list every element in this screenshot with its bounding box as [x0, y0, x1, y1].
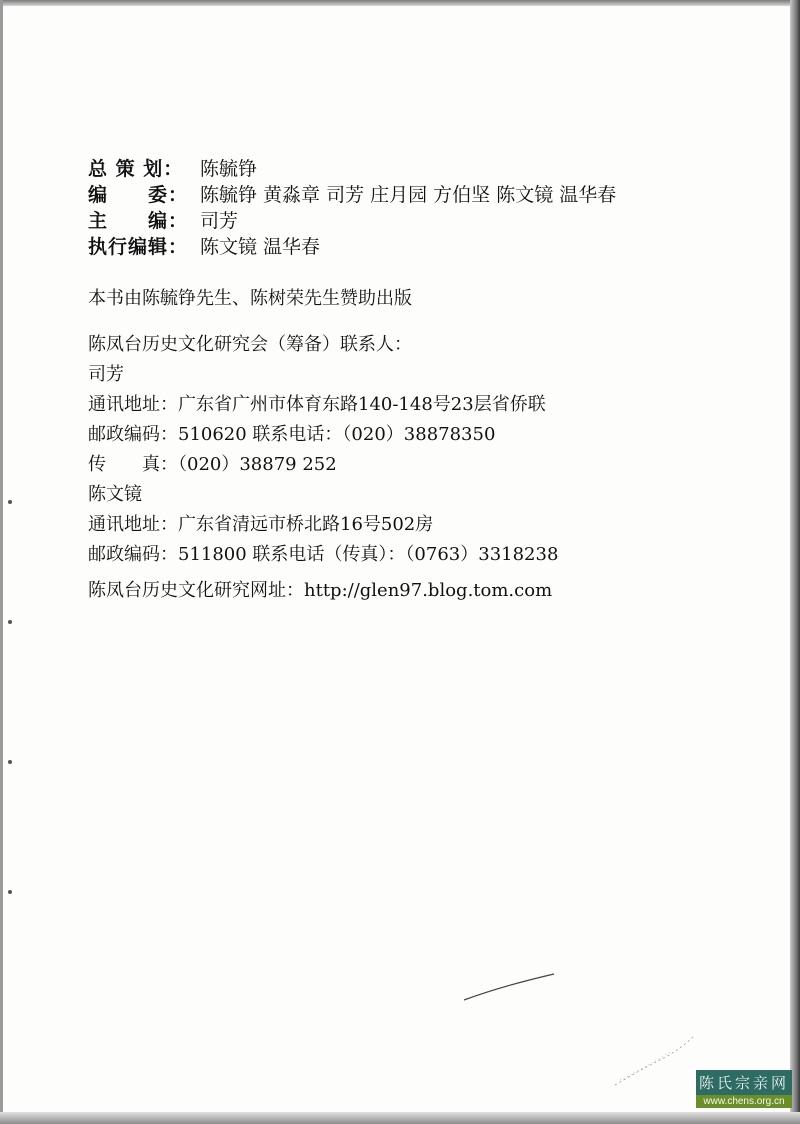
scan-edge-left [0, 0, 3, 1124]
contact-name: 陈文镜 [88, 484, 142, 505]
credit-label: 主 编： [88, 210, 189, 232]
website-line: 陈凤台历史文化研究网址：http://glen97.blog.tom.com [88, 580, 553, 601]
contact-name: 司芳 [88, 364, 124, 385]
credit-value: 司芳 [200, 210, 239, 232]
credit-row-planner [88, 156, 616, 182]
credit-value: 陈毓铮 [200, 158, 258, 180]
credit-row-executive-editor [88, 234, 616, 260]
sponsor-note: 本书由陈毓铮先生、陈树荣先生赞助出版 [88, 288, 412, 309]
scan-edge-top [0, 0, 800, 6]
credit-value: 陈毓铮 黄淼章 司芳 庄月园 方伯坚 陈文镜 温华春 [200, 184, 617, 206]
credit-row-chief-editor [88, 208, 616, 234]
contact-postal-phone: 邮政编码：511800 联系电话（传真）：（0763）3318238 [88, 544, 559, 565]
faint-scribble-mark [610, 1030, 700, 1090]
scan-edge-bottom [0, 1112, 800, 1124]
credit-label: 执行编辑： [88, 236, 189, 258]
credit-label: 编 委： [88, 184, 189, 206]
watermark-url: www.chens.org.cn [696, 1095, 792, 1108]
contact-block [88, 330, 558, 570]
contact-address: 通讯地址：广东省清远市桥北路16号502房 [88, 514, 434, 535]
pen-stroke-mark [462, 968, 562, 1008]
credit-value: 陈文镜 温华春 [200, 236, 321, 258]
credit-label: 总 策 划： [88, 158, 184, 180]
scan-edge-right [790, 0, 800, 1124]
contact-postal-phone: 邮政编码：510620 联系电话：（020）38878350 [88, 424, 496, 445]
contact-address: 通讯地址：广东省广州市体育东路140-148号23层省侨联 [88, 394, 546, 415]
credit-row-editorial-board [88, 182, 616, 208]
binding-holes [8, 500, 14, 900]
site-watermark [696, 1070, 792, 1108]
watermark-title: 陈氏宗亲网 [696, 1070, 792, 1095]
contact-heading: 陈凤台历史文化研究会（筹备）联系人： [88, 334, 412, 355]
contact-fax: 传 真：（020）38879 252 [88, 454, 337, 475]
credits-block [88, 156, 616, 260]
